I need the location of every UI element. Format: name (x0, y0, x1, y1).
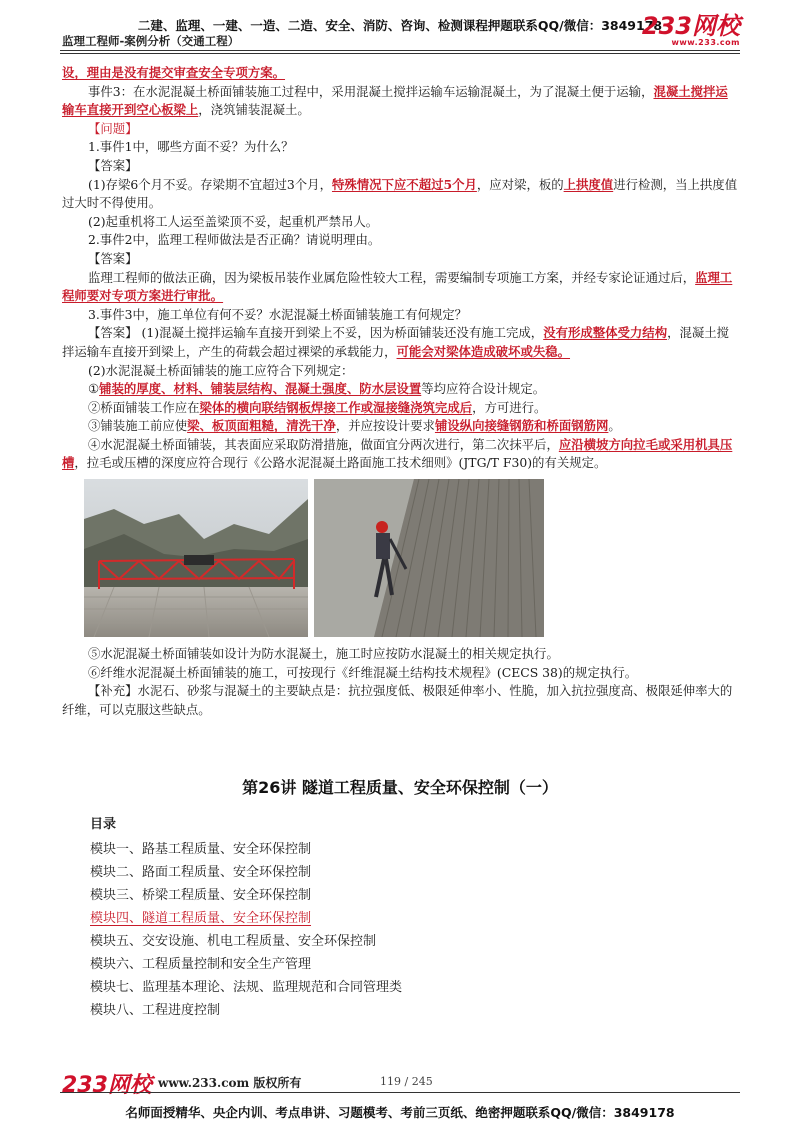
highlight-text: 可能会对梁体造成破坏或失稳。 (396, 343, 571, 359)
rule-number: ① (88, 381, 100, 397)
header-divider (60, 50, 740, 51)
bridge-paving-image (84, 479, 308, 637)
footer-copyright: www.233.com 版权所有 (158, 1076, 302, 1090)
text-span: ，并应按设计要求 (335, 418, 435, 434)
question-label: 【问题】 (88, 120, 138, 136)
text-span: 事件3：在水泥混凝土桥面铺装施工过程中，采用混凝土搅拌运输车运输混凝土，为了混凝土便于运输， (88, 83, 654, 99)
answer-label: 【答案】 (88, 157, 138, 173)
photo-bridge-paving-machine (84, 479, 308, 637)
text-span: (1)混凝土搅拌运输车直接开到梁上不妥，因为桥面铺装还没有施工完成， (141, 325, 544, 341)
answer-label-3: 【答案】 (88, 325, 138, 341)
photo-surface-texturing (314, 479, 544, 637)
table-of-contents (90, 813, 402, 1022)
highlight-text: 设，理由是没有提交审查安全专项方案。 (62, 65, 286, 80)
highlight-text: 混凝土搅拌运输车直接开到空心板梁上 (62, 83, 728, 118)
toc-item[interactable]: 模块五、交安设施、机电工程质量、安全环保控制 (90, 934, 377, 949)
text-span: ③铺装施工前应使 (88, 418, 188, 434)
highlight-text: 上拱度值 (563, 176, 614, 192)
question-2: 2.事件2中，监理工程师做法是否正确？请说明理由。 (88, 232, 381, 248)
highlight-text: 监理工程师要对专项方案进行审批。 (62, 269, 733, 304)
highlight-text: 铺装的厚度、材料、铺装层结构、混凝土强度、防水层设置 (99, 381, 422, 397)
text-span: 。 (608, 418, 621, 434)
answer-3-2: (2)水泥混凝土桥面铺装的施工应符合下列规定： (88, 362, 354, 378)
text-span: ，应对梁，板的 (476, 176, 564, 192)
paragraph-reason (62, 64, 738, 83)
page-number: 119 / 245 (380, 1075, 433, 1088)
footer-contact-line: 名师面授精华、央企内训、考点串讲、习题模考、考前三页纸、绝密押题联系QQ/微信：3849178 (125, 1105, 675, 1120)
highlight-text: 特殊情况下应不超过5个月 (331, 176, 477, 192)
rule-1 (62, 380, 738, 399)
toc-item[interactable]: 模块七、监理基本理论、法规、监理规范和合同管理类 (90, 980, 403, 995)
toc-item[interactable]: 模块三、桥梁工程质量、安全环保控制 (90, 888, 312, 903)
answer-2 (62, 269, 738, 306)
paragraph-event3 (62, 83, 738, 120)
answer-label-2: 【答案】 (88, 250, 138, 266)
supplement: 【补充】水泥石、砂浆与混凝土的主要缺点是：抗拉强度低、极限延伸率小、性脆，加入抗拉强度高、极限延伸率大的纤维，可以克服这些缺点。 (62, 683, 733, 717)
rule-3 (62, 417, 738, 436)
answer-3-1 (62, 324, 738, 361)
text-span: 进行检测，当上拱度值过大时不得使用。 (62, 176, 738, 211)
highlight-text: 梁、板顶面粗糙，清洗干净 (187, 418, 336, 434)
document-body (62, 64, 738, 719)
text-span: ，方可进行。 (472, 399, 547, 415)
toc-item-active[interactable]: 模块四、隧道工程质量、安全环保控制 (90, 911, 312, 926)
toc-item[interactable]: 模块八、工程进度控制 (90, 1003, 221, 1018)
header-contact-line: 二建、监理、一建、一造、二造、安全、消防、咨询、检测课程押题联系QQ/微信：3849178 (137, 18, 663, 33)
photo-row (84, 479, 738, 637)
text-span: 等均应符合设计规定。 (421, 381, 546, 397)
highlight-text: 应沿横坡方向拉毛或采用机具压槽 (62, 436, 733, 471)
lecture-title: 第26讲 隧道工程质量、安全环保控制（一） (242, 778, 558, 797)
text-span: (1)存梁6个月不妥。存梁期不宜超过3个月， (88, 176, 332, 192)
highlight-text: 铺设纵向接缝钢筋和桥面钢筋网 (434, 418, 609, 434)
surface-texturing-image (314, 479, 544, 637)
toc-item[interactable]: 模块六、工程质量控制和安全生产管理 (90, 957, 312, 972)
text-span: ，浇筑铺装混凝土。 (198, 102, 310, 118)
question-3: 3.事件3中，施工单位有何不妥？水泥混凝土桥面铺装施工有何规定？ (88, 306, 468, 322)
toc-heading: 目录 (90, 817, 117, 832)
text-span: ④水泥混凝土桥面铺装，其表面应采取防滑措施，做面宜分两次进行，第二次抹平后， (88, 436, 559, 452)
brand-logo-text: 233网校 (641, 12, 740, 40)
answer-1-2: (2)起重机将工人运至盖梁顶不妥，起重机严禁吊人。 (88, 213, 379, 229)
highlight-text: 没有形成整体受力结构 (543, 325, 668, 341)
rule-6: ⑥纤维水泥混凝土桥面铺装的施工，可按现行《纤维混凝土结构技术规程》(CECS 38)的规定执行。 (88, 664, 638, 680)
brand-logo-url: www.233.com (671, 38, 740, 47)
header-divider-2 (60, 53, 740, 54)
text-span: ，拉毛或压槽的深度应符合现行《公路水泥混凝土路面施工技术细则》(JTG/T F30)的有关规定。 (74, 455, 607, 471)
header-subtitle: 监理工程师-案例分析（交通工程） (62, 34, 240, 48)
brand-logo (642, 14, 740, 47)
highlight-text: 梁体的横向联结钢板焊接工作或湿接缝浇筑完成后 (199, 399, 473, 415)
rule-2 (62, 399, 738, 418)
text-span: ②桥面铺装工作应在 (88, 399, 200, 415)
rule-4 (62, 436, 738, 473)
footer-logo: 233网校 (62, 1073, 152, 1098)
text-span: 监理工程师的做法正确，因为梁板吊装作业属危险性较大工程，需要编制专项施工方案，并经专家论证通过后， (88, 269, 696, 285)
footer-divider (60, 1092, 740, 1093)
rule-5: ⑤水泥混凝土桥面铺装如设计为防水混凝土，施工时应按防水混凝土的相关规定执行。 (88, 646, 559, 662)
answer-1-1 (62, 176, 738, 213)
toc-item[interactable]: 模块二、路面工程质量、安全环保控制 (90, 865, 312, 880)
toc-item[interactable]: 模块一、路基工程质量、安全环保控制 (90, 842, 312, 857)
question-1: 1.事件1中，哪些方面不妥？为什么？ (88, 139, 294, 155)
text-span: ，混凝土搅拌运输车直接开到梁上，产生的荷载会超过裸梁的承载能力， (62, 325, 730, 359)
